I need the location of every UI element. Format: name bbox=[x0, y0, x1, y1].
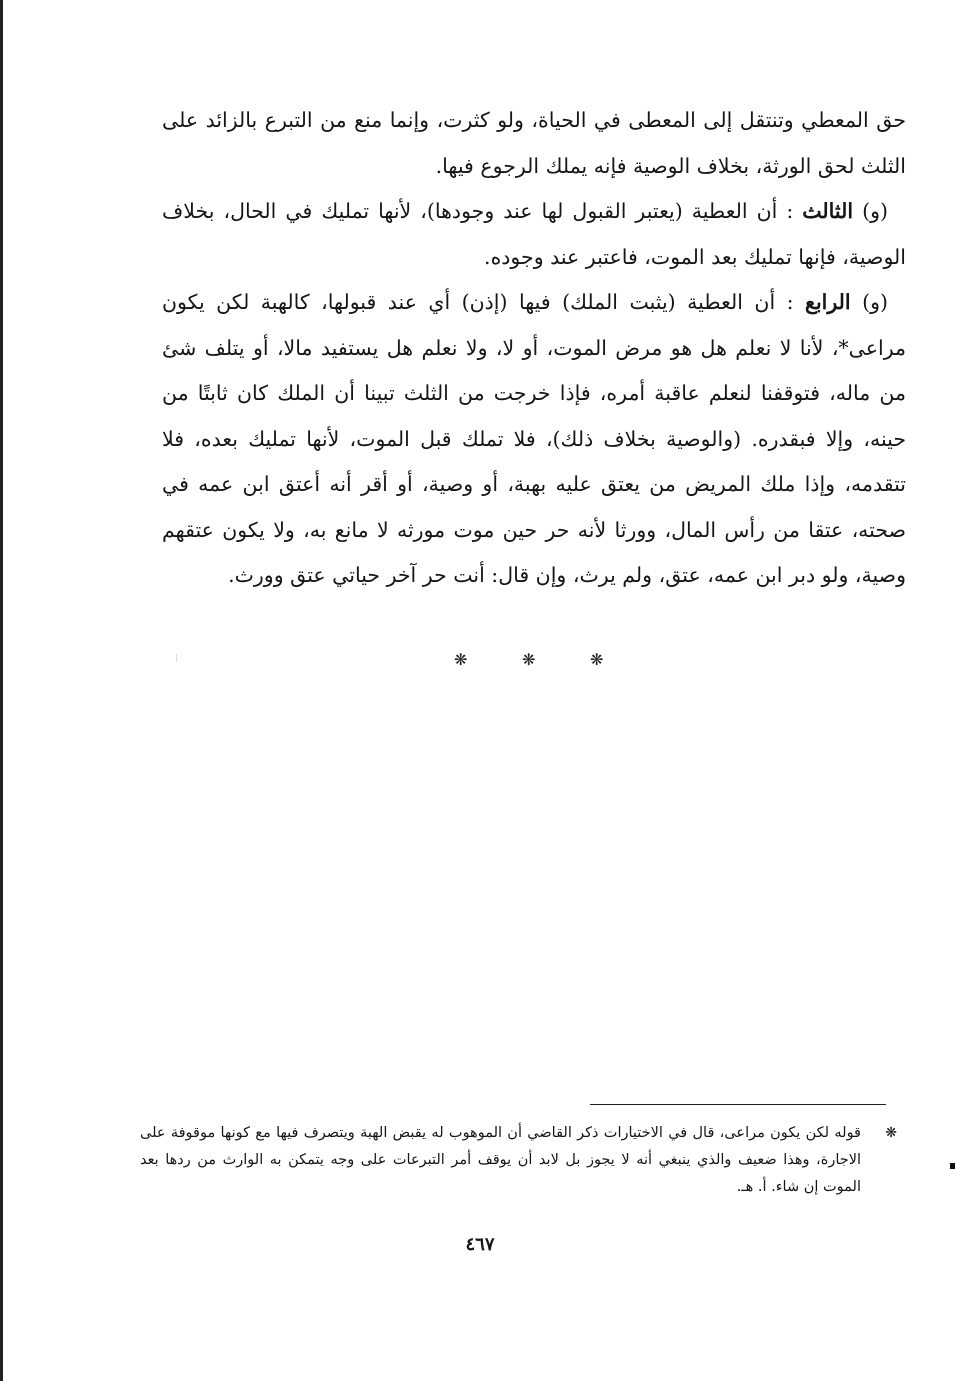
footnote-divider bbox=[590, 1104, 886, 1105]
paragraph-fourth bbox=[162, 280, 906, 599]
footnote-text: قوله لكن يكون مراعى، قال في الاختيارات ذكر القاضي أن الموهوب له يقبض الهبة ويتصرف فيها مع كونها موقوفة على الاجارة، وهذا ضعيف والذي ينبغي أنه لا يجوز بل لابد أن يوقف أمر التبرعات على وجه يتمكن به الوارث من ردها بعد الموت إن شاء. أ. هـ. bbox=[140, 1125, 861, 1195]
paragraph-text: : أن العطية (يثبت الملك) فيها (إذن) أي عند قبولها، كالهبة لكن يكون مراعى*، لأنا لا نعلم هل هو مرض الموت، أو لا، ولا نعلم هل يستفيد مالا، أو يتلف شئ من ماله، فتوقفنا لنعلم عاقبة أمره، فإذا خرجت من الثلث تبينا أن الملك كان ثابتًا من حينه، وإلا فبقدره. (والوصية بخلاف ذلك)، فلا تملك قبل الموت، لأنها تمليك بعده، فلا تتقدمه، وإذا ملك المريض من يعتق عليه بهبة، أو وصية، أو أقر أنه أعتق ابن عمه في صحته، عتقا من رأس المال، وورثا لأنه حر حين موت مورثه لا مانع به، ولا يكون عتقهم وصية، ولو دبر ابن عمه، عتق، ولم يرث، وإن قال: أنت حر آخر حياتي عتق وورث. bbox=[162, 290, 906, 587]
page-number: ٤٦٧ bbox=[465, 1234, 495, 1255]
paragraph-text: حق المعطي وتنتقل إلى المعطى في الحياة، ولو كثرت، وإنما منع من التبرع بالزائد على الثلث لحق الورثة، بخلاف الوصية فإنه يملك الرجوع فيها. bbox=[162, 108, 906, 178]
separator-star-icon: ❋ bbox=[454, 650, 468, 669]
separator-star-icon: ❋ bbox=[522, 650, 536, 669]
paragraph-third bbox=[162, 189, 906, 280]
paragraph-keyword: الثالث bbox=[802, 199, 854, 223]
paragraph-keyword: الرابع bbox=[805, 290, 851, 314]
section-separator bbox=[440, 650, 620, 674]
scan-speck bbox=[950, 1163, 955, 1169]
paragraph-text: : أن العطية (يعتبر القبول لها عند وجودها)، لأنها تمليك في الحال، بخلاف الوصية، فإنها تمليك بعد الموت، فاعتبر عند وجوده. bbox=[162, 199, 906, 269]
scan-speck bbox=[176, 654, 177, 662]
paragraph-lead: (و) bbox=[853, 199, 888, 223]
main-text-block bbox=[162, 98, 906, 599]
scan-left-edge bbox=[0, 0, 3, 1381]
paragraph-continuation bbox=[162, 98, 906, 189]
footnote bbox=[140, 1120, 897, 1201]
separator-star-icon: ❋ bbox=[590, 650, 604, 669]
paragraph-lead: (و) bbox=[850, 290, 888, 314]
footnote-marker: ❋ bbox=[885, 1125, 897, 1141]
